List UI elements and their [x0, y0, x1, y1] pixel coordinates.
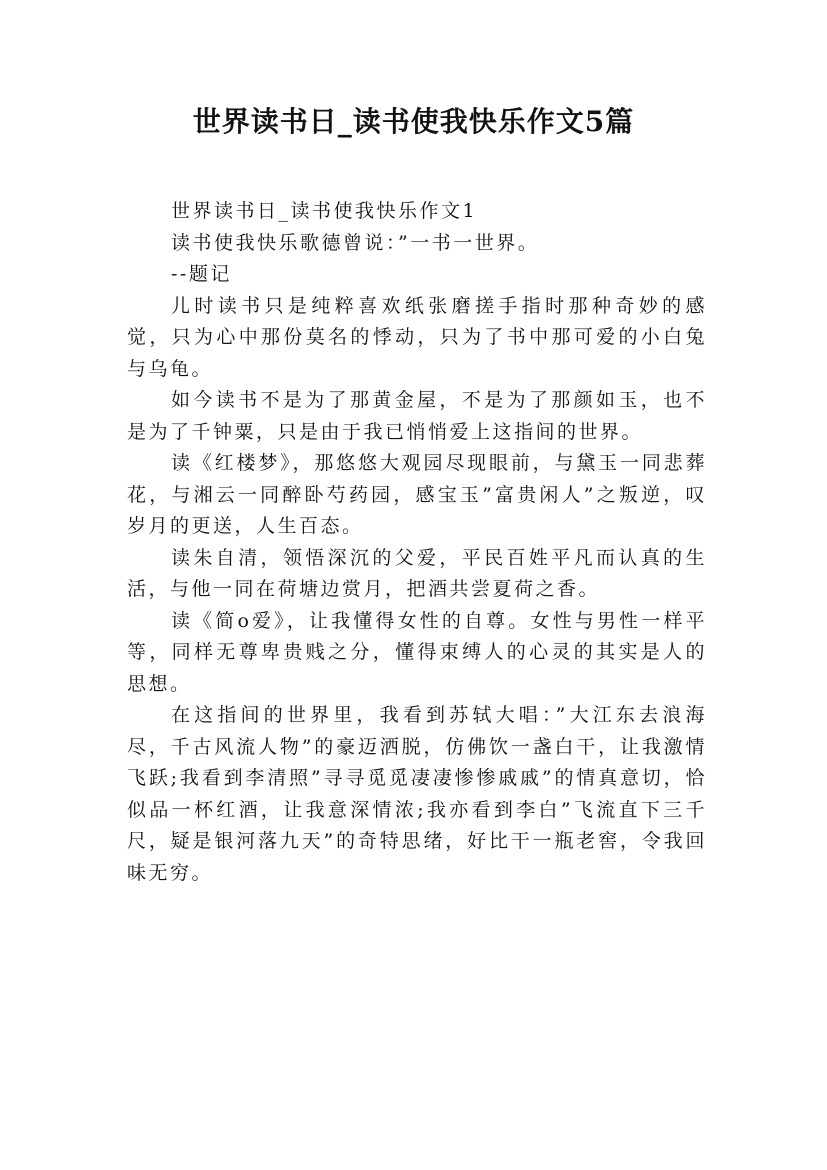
paragraph-jane-eyre: 读《简ο爱》，让我懂得女性的自尊。女性与男性一样平等，同样无尊卑贵贱之分，懂得束缚人的心灵的其实是人的思想。: [127, 609, 707, 695]
paragraph-essay-heading: 世界读书日_读书使我快乐作文1: [171, 200, 478, 222]
paragraph-honglou: 读《红楼梦》，那悠悠大观园尽现眼前，与黛玉一同悲葬花，与湘云一同醉卧芍药园，感宝玉”富贵闲人”之叛逆，叹岁月的更送，人生百态。: [127, 452, 707, 537]
document-title: 世界读书日_读书使我快乐作文5篇: [192, 105, 635, 138]
paragraph-childhood: 儿时读书只是纯粹喜欢纸张磨搓手指时那种奇妙的感觉，只为心中那份莫名的悸动，只为了书中那可爱的小白兔与乌龟。: [127, 294, 707, 380]
paragraph-poets: 在这指间的世界里，我看到苏轼大唱：”大江东去浪海尽，千古风流人物”的豪迈洒脱，仿佛饮一盏白干，让我激情飞跃;我看到李清照”寻寻觅觅凄凄惨惨戚戚”的情真意切，恰似品一杯红酒，让我意深情浓;我亦看到李白”飞流直下三千尺，疑是银河落九天”的奇特思绪，好比干一瓶老窖，令我回味无穷。: [127, 704, 707, 884]
document-body: [127, 196, 707, 889]
paragraph-zhuziqing: 读朱自清，领悟深沉的父爱，平民百姓平凡而认真的生活，与他一同在荷塘边赏月，把酒共尝夏荷之香。: [127, 546, 707, 600]
paragraph-epigraph: 读书使我快乐歌德曾说：”一书一世界。: [171, 231, 540, 254]
paragraph-now: 如今读书不是为了那黄金屋，不是为了那颜如玉，也不是为了千钟粟，只是由于我已悄悄爱上这指间的世界。: [127, 389, 707, 443]
paragraph-epigraph-attribution: --题记: [171, 263, 232, 285]
